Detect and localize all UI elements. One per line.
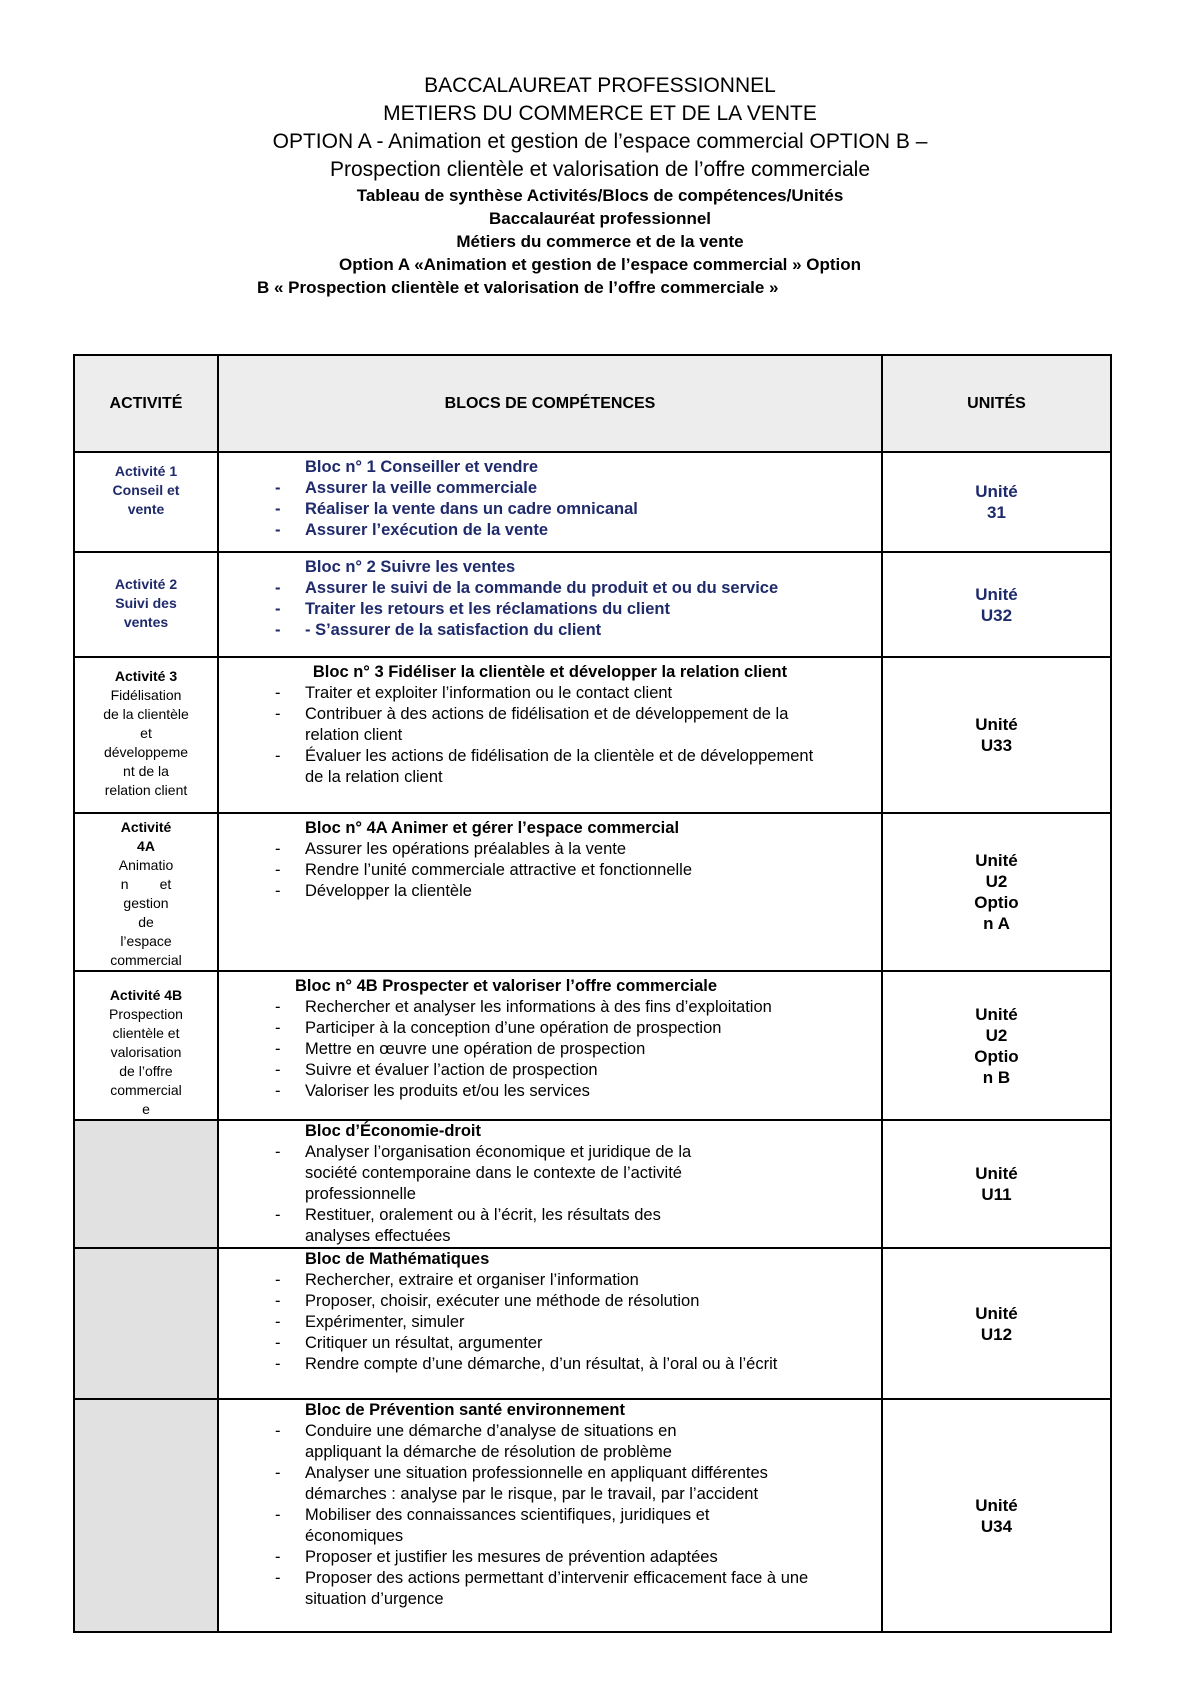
empty-activity-cell bbox=[74, 1399, 218, 1632]
subtitle-line-3: Métiers du commerce et de la vente bbox=[456, 232, 744, 251]
title-line-1: BACCALAUREAT PROFESSIONNEL bbox=[424, 74, 776, 97]
unit-cell: Unité U33 bbox=[882, 657, 1111, 813]
block-title: Bloc de Prévention santé environnement bbox=[305, 1401, 625, 1419]
activity-cell: Activité 4B Prospection clientèle et valorisation de l’offre commercial e bbox=[74, 971, 218, 1120]
list-item: - Assurer la veille commerciale bbox=[225, 478, 875, 499]
subtitle-line-2: Baccalauréat professionnel bbox=[488, 209, 712, 228]
subtitle-line-1: Tableau de synthèse Activités/Blocs de compétences/Unités bbox=[356, 186, 844, 205]
table-row bbox=[74, 971, 1111, 1120]
list-item: - Mobiliser des connaissances scientifiques, juridiques et économiques bbox=[225, 1505, 875, 1547]
title-line-2: METIERS DU COMMERCE ET DE LA VENTE bbox=[383, 102, 817, 125]
table-row bbox=[74, 552, 1111, 657]
block-cell bbox=[218, 1248, 882, 1399]
block-title: Bloc n° 1 Conseiller et vendre bbox=[305, 458, 539, 476]
activity-cell: Activité 3 Fidélisation de la clientèle et développeme nt de la relation client bbox=[74, 657, 218, 813]
list-item: - Analyser une situation professionnelle en appliquant différentes démarches : analyse par le risque, par le travail, par l’accident bbox=[225, 1463, 875, 1505]
header-activite: ACTIVITÉ bbox=[74, 355, 218, 452]
table-header-row bbox=[74, 355, 1111, 452]
block-cell bbox=[218, 1399, 882, 1632]
unit-cell: Unité U2 Optio n B bbox=[882, 971, 1111, 1120]
list-item: - Développer la clientèle bbox=[225, 881, 875, 902]
unit-cell: Unité U12 bbox=[882, 1248, 1111, 1399]
list-item: - Suivre et évaluer l’action de prospection bbox=[225, 1060, 875, 1081]
list-item: - - S’assurer de la satisfaction du client bbox=[225, 620, 875, 641]
list-item: - Proposer des actions permettant d’intervenir efficacement face à une situation d’urgence bbox=[225, 1568, 875, 1610]
list-item: - Réaliser la vente dans un cadre omnicanal bbox=[225, 499, 875, 520]
block-cell bbox=[218, 971, 882, 1120]
title-line-4: Prospection clientèle et valorisation de l’offre commerciale bbox=[329, 158, 871, 181]
table-row bbox=[74, 657, 1111, 813]
block-title: Bloc d’Économie-droit bbox=[305, 1122, 482, 1140]
unit-cell: Unité U32 bbox=[882, 552, 1111, 657]
unit-cell: Unité U2 Optio n A bbox=[882, 813, 1111, 971]
list-item: - Assurer le suivi de la commande du produit et ou du service bbox=[225, 578, 875, 599]
block-cell bbox=[218, 552, 882, 657]
list-item: - Mettre en œuvre une opération de prospection bbox=[225, 1039, 875, 1060]
document-header bbox=[0, 72, 1200, 299]
activity-cell: Activité 4A Animatio n et gestion de l’espace commercial bbox=[74, 813, 218, 971]
table-row bbox=[74, 452, 1111, 552]
header-blocs: BLOCS DE COMPÉTENCES bbox=[218, 355, 882, 452]
block-cell bbox=[218, 1120, 882, 1248]
table-row bbox=[74, 813, 1111, 971]
synthesis-table bbox=[73, 354, 1112, 1633]
list-item: - Rendre l’unité commerciale attractive et fonctionnelle bbox=[225, 860, 875, 881]
table-row bbox=[74, 1399, 1111, 1632]
subtitle-line-4: Option A «Animation et gestion de l’espace commercial » Option bbox=[338, 255, 862, 274]
list-item: - Traiter et exploiter l’information ou le contact client bbox=[225, 683, 875, 704]
empty-activity-cell bbox=[74, 1248, 218, 1399]
block-title: Bloc n° 3 Fidéliser la clientèle et développer la relation client bbox=[312, 663, 788, 681]
table-row bbox=[74, 1248, 1111, 1399]
unit-cell: Unité U11 bbox=[882, 1120, 1111, 1248]
activity-cell: Activité 1 Conseil et vente bbox=[74, 452, 218, 552]
list-item: - Contribuer à des actions de fidélisation et de développement de la relation client bbox=[225, 704, 875, 746]
block-title: Bloc n° 4A Animer et gérer l’espace commercial bbox=[305, 819, 680, 837]
list-item: - Proposer, choisir, exécuter une méthode de résolution bbox=[225, 1291, 875, 1312]
block-title: Bloc n° 2 Suivre les ventes bbox=[305, 558, 516, 576]
table-row bbox=[74, 1120, 1111, 1248]
list-item: - Participer à la conception d’une opération de prospection bbox=[225, 1018, 875, 1039]
list-item: - Conduire une démarche d’analyse de situations en appliquant la démarche de résolution de problème bbox=[225, 1421, 875, 1463]
list-item: - Analyser l’organisation économique et juridique de la société contemporaine dans le contexte de l’activité professionnelle bbox=[225, 1142, 875, 1205]
list-item: - Rechercher, extraire et organiser l’information bbox=[225, 1270, 875, 1291]
list-item: - Restituer, oralement ou à l’écrit, les résultats des analyses effectuées bbox=[225, 1205, 875, 1247]
list-item: - Rendre compte d’une démarche, d’un résultat, à l’oral ou à l’écrit bbox=[225, 1354, 875, 1375]
list-item: - Traiter les retours et les réclamations du client bbox=[225, 599, 875, 620]
block-title: Bloc de Mathématiques bbox=[305, 1250, 490, 1268]
list-item: - Valoriser les produits et/ou les services bbox=[225, 1081, 875, 1102]
list-item: - Rechercher et analyser les informations à des fins d’exploitation bbox=[225, 997, 875, 1018]
block-cell bbox=[218, 657, 882, 813]
block-cell bbox=[218, 813, 882, 971]
empty-activity-cell bbox=[74, 1120, 218, 1248]
list-item: - Expérimenter, simuler bbox=[225, 1312, 875, 1333]
title-line-3: OPTION A - Animation et gestion de l’espace commercial OPTION B – bbox=[272, 130, 928, 153]
activity-cell: Activité 2 Suivi des ventes bbox=[74, 552, 218, 657]
header-unites: UNITÉS bbox=[882, 355, 1111, 452]
subtitle-line-5: B « Prospection clientèle et valorisation de l’offre commerciale » bbox=[257, 278, 779, 297]
list-item: - Proposer et justifier les mesures de prévention adaptées bbox=[225, 1547, 875, 1568]
unit-cell: Unité U34 bbox=[882, 1399, 1111, 1632]
list-item: - Assurer les opérations préalables à la vente bbox=[225, 839, 875, 860]
list-item: - Assurer l’exécution de la vente bbox=[225, 520, 875, 541]
block-title: Bloc n° 4B Prospecter et valoriser l’offre commerciale bbox=[295, 977, 718, 995]
unit-cell: Unité 31 bbox=[882, 452, 1111, 552]
list-item: - Évaluer les actions de fidélisation de la clientèle et de développement de la relation client bbox=[225, 746, 875, 788]
list-item: - Critiquer un résultat, argumenter bbox=[225, 1333, 875, 1354]
block-cell bbox=[218, 452, 882, 552]
